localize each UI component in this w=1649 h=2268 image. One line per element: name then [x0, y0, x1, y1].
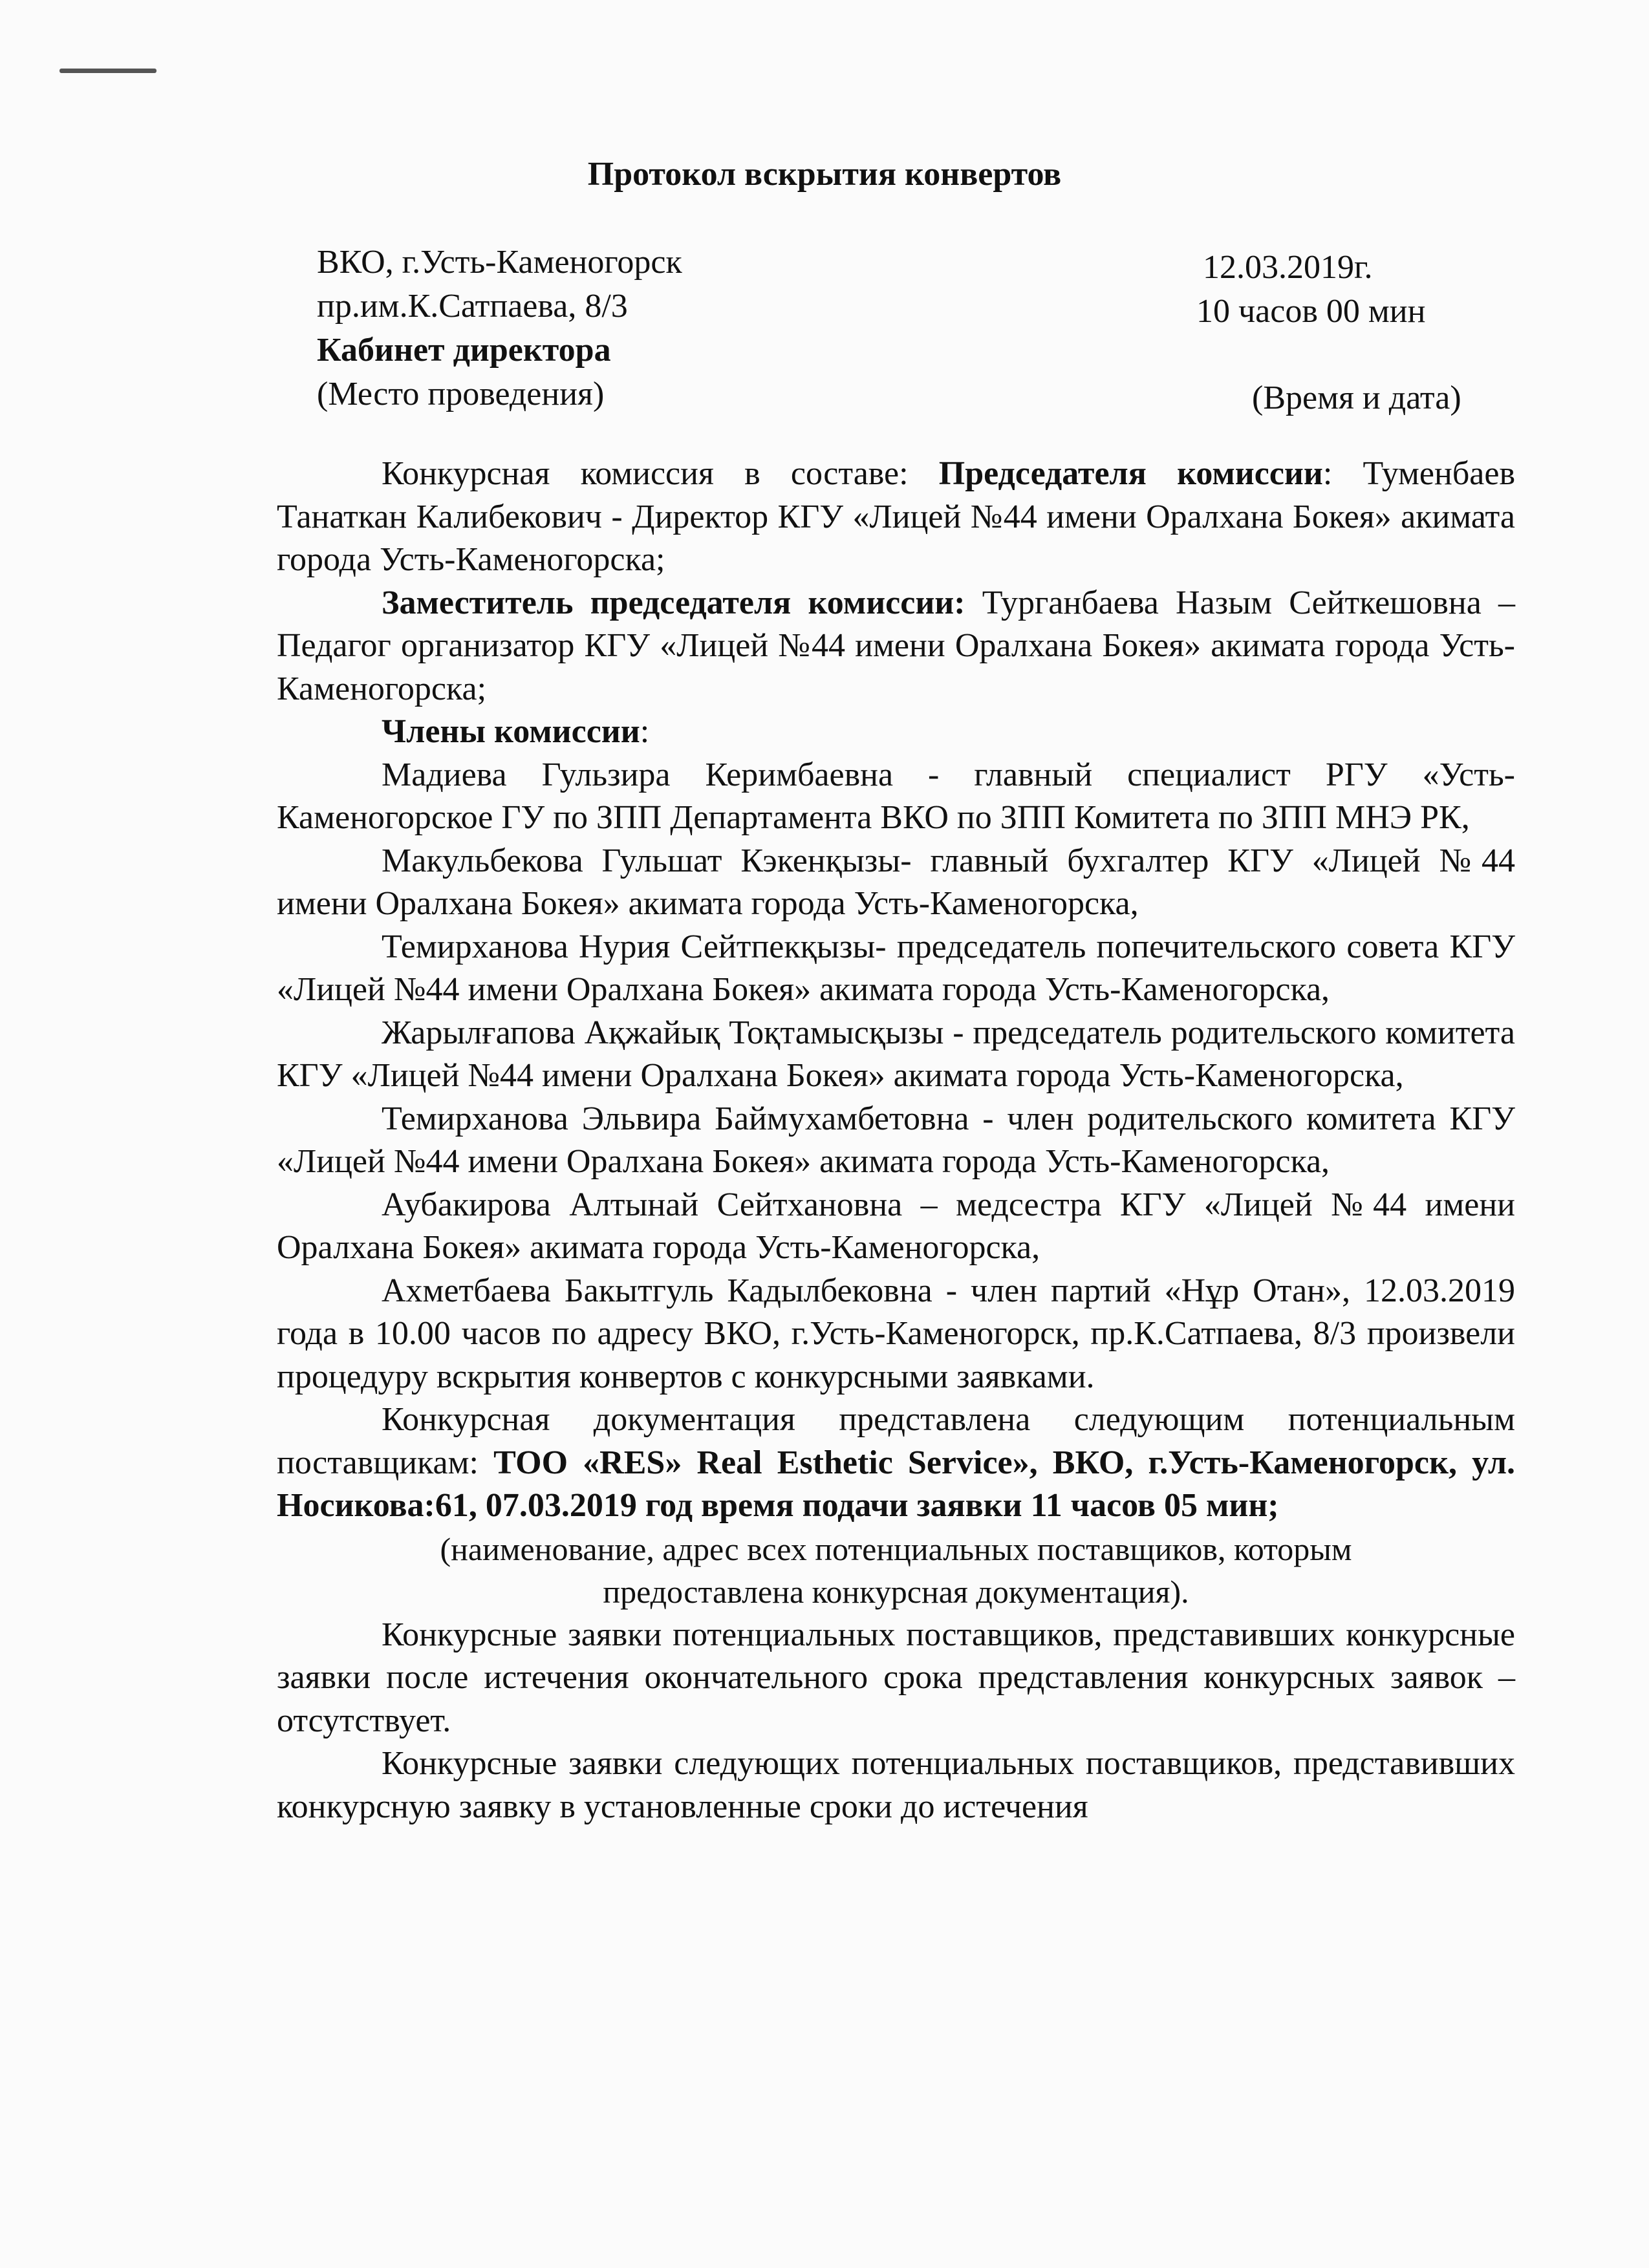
late-bids-paragraph: Конкурсные заявки потенциальных поставщиков, представивших конкурсные заявки после истечения окончательного срока представления конкурсных заявок – отсутствует.	[277, 1616, 1515, 1739]
members-label: Члены комиссии	[382, 713, 640, 750]
member-6: Аубакирова Алтынай Сейтхановна – медсестра КГУ «Лицей №44 имени Оралхана Бокея» акимата города Усть-Каменогорска,	[277, 1186, 1515, 1266]
commission-deputy-paragraph	[277, 582, 1515, 711]
commission-chair-paragraph	[277, 453, 1515, 582]
place-line-1: ВКО, г.Усть-Каменогорск	[317, 244, 682, 281]
place-line-2: пр.им.К.Сатпаева, 8/3	[317, 288, 628, 325]
member-4: Жарылғапова Ақжайық Тоқтамысқызы - председатель родительского комитета КГУ «Лицей №44 имени Оралхана Бокея» акимата города Усть-Каменогорска,	[277, 1014, 1515, 1094]
members-colon: :	[640, 713, 650, 750]
member-7: Ахметбаева Бакытгуль Кадылбековна - член партий «Нұр Отан», 12.03.2019 года в 10.00 часов по адресу ВКО, г.Усть-Каменогорск, пр.К.Сатпаева, 8/3 произвели процедуру вскрытия конвертов с конкурсными заявками.	[277, 1272, 1515, 1395]
intro-prefix: Конкурсная комиссия в составе:	[382, 455, 939, 492]
documentation-prefix: Конкурсная документация представлена следующим потенциальным поставщикам:	[277, 1401, 1515, 1481]
meeting-time: 10 часов 00 мин	[1196, 293, 1426, 330]
chair-text: : Туменбаев Танаткан Калибекович - Директор КГУ «Лицей №44 имени Оралхана Бокея» акимата города Усть-Каменогорска;	[277, 455, 1515, 578]
documentation-note-1: (наименование, адрес всех потенциальных поставщиков, которым	[440, 1530, 1352, 1567]
scan-mark	[59, 69, 156, 73]
members-heading	[277, 711, 1515, 754]
timely-bids-paragraph: Конкурсные заявки следующих потенциальных поставщиков, представивших конкурсную заявку в установленные сроки до истечения	[277, 1745, 1515, 1825]
documentation-note-2: предоставлена конкурсная документация).	[603, 1574, 1189, 1610]
datetime-caption: (Время и дата)	[1252, 380, 1461, 416]
supplier-info: ТОО «RES» Real Esthetic Service», ВКО, г.Усть-Каменогорск, ул. Носикова:61, 07.03.2019 год время подачи заявки 11 часов 05 мин;	[277, 1444, 1515, 1524]
deputy-label: Заместитель председателя комиссии:	[382, 584, 965, 621]
member-5: Темирханова Эльвира Баймухамбетовна - член родительского комитета КГУ «Лицей №44 имени Оралхана Бокея» акимата города Усть-Каменогорска,	[277, 1100, 1515, 1180]
documentation-paragraph	[277, 1398, 1515, 1528]
document-title: Протокол вскрытия конвертов	[587, 156, 1062, 193]
member-2: Макульбекова Гульшат Кэкенқызы- главный бухгалтер КГУ «Лицей №44 имени Оралхана Бокея» акимата города Усть-Каменогорска,	[277, 842, 1515, 922]
protocol-body	[277, 453, 1515, 1828]
member-3: Темирханова Нурия Сейтпекқызы- председатель попечительского совета КГУ «Лицей №44 имени Оралхана Бокея» акимата города Усть-Каменогорска,	[277, 928, 1515, 1008]
chair-label: Председателя комиссии	[938, 455, 1323, 492]
member-1: Мадиева Гульзира Керимбаевна - главный специалист РГУ «Усть-Каменогорское ГУ по ЗПП Департамента ВКО по ЗПП Комитета по ЗПП МНЭ РК,	[277, 756, 1515, 836]
place-line-3: Кабинет директора	[317, 332, 611, 369]
meeting-date: 12.03.2019г.	[1203, 249, 1373, 286]
deputy-text: Турганбаева Назым Сейткешовна – Педагог организатор КГУ «Лицей №44 имени Оралхана Бокея» акимата города Усть-Каменогорска;	[277, 584, 1515, 707]
place-caption: (Место проведения)	[317, 376, 605, 412]
